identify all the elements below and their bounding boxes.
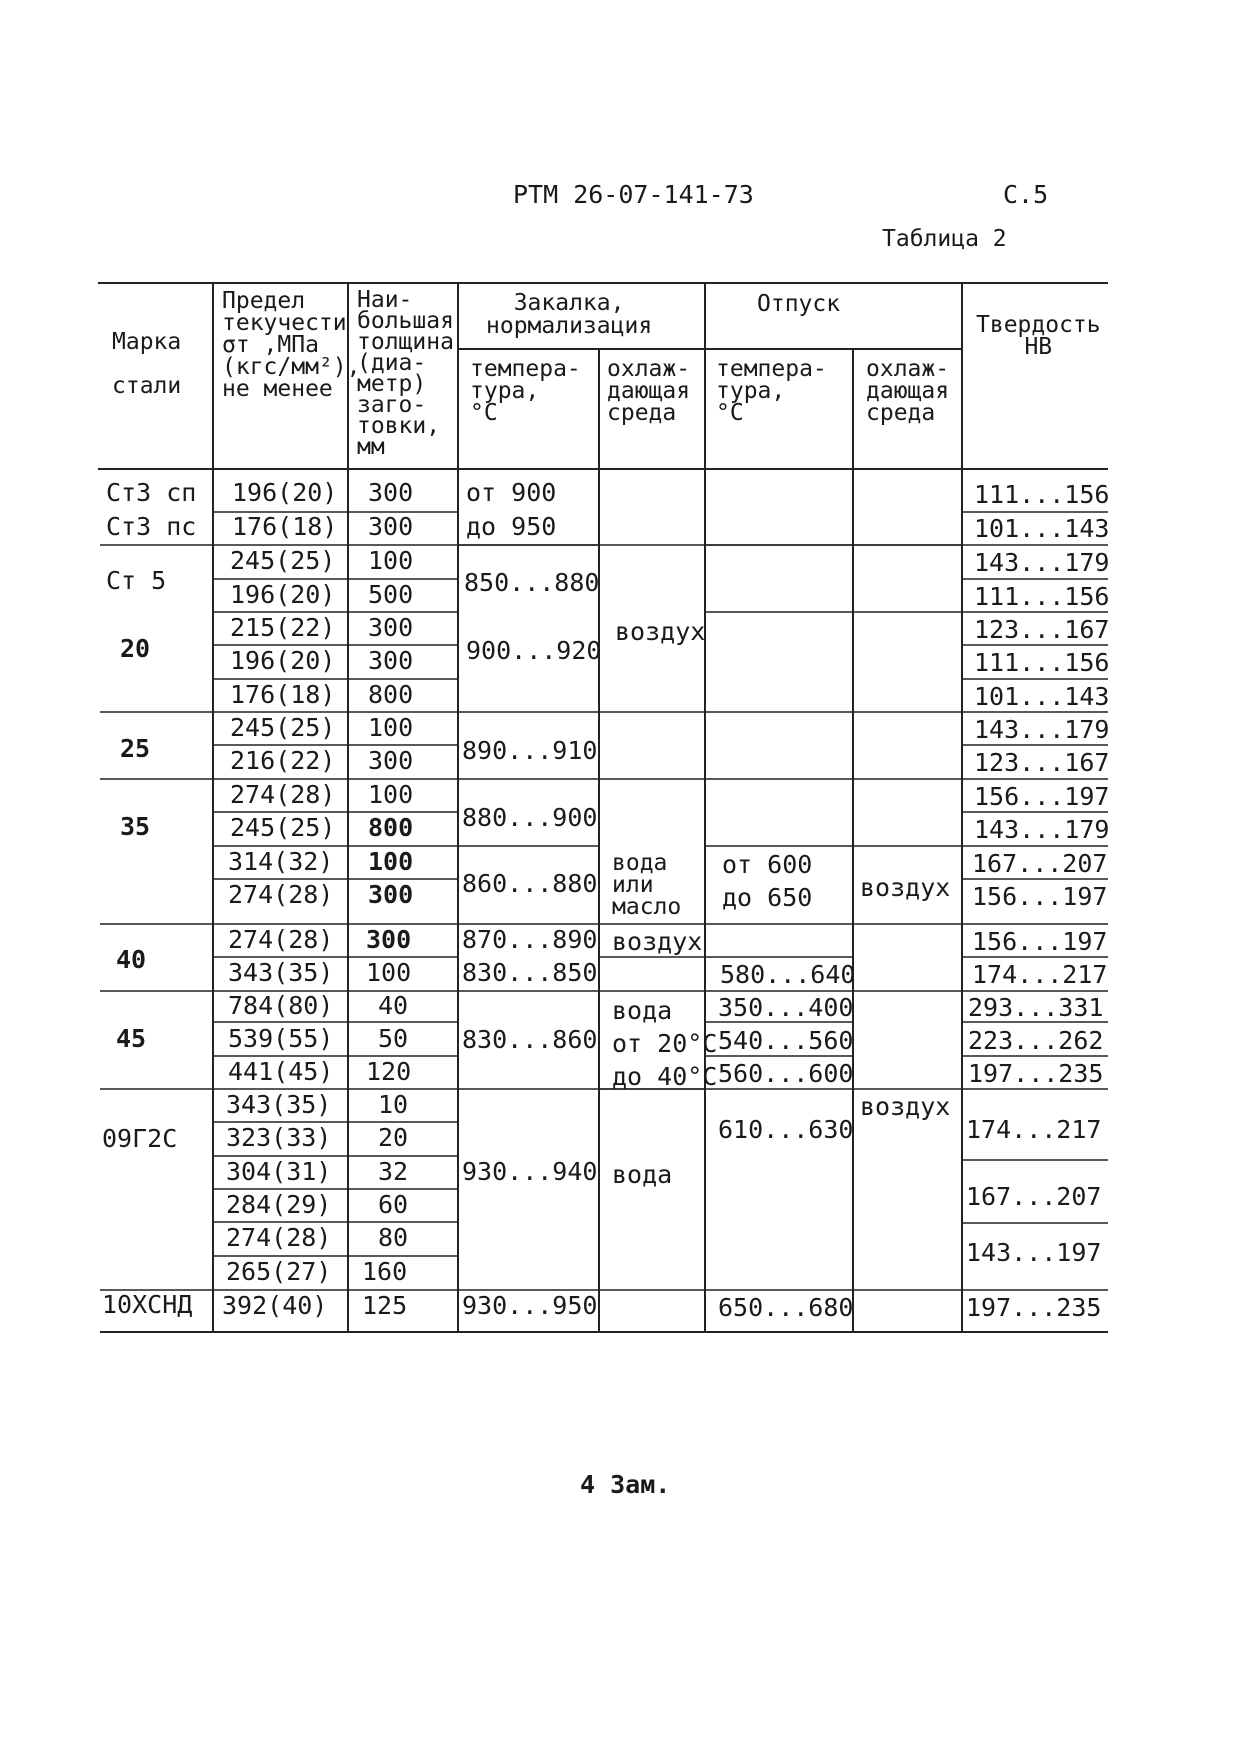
mark-09g2s: 09Г2С	[102, 1124, 178, 1153]
hardness-value: 197...235	[966, 1293, 1102, 1322]
quench-temp: 900...920	[466, 636, 602, 665]
yield-value: 245(25)	[230, 813, 336, 842]
mark-35: 35	[120, 812, 151, 841]
quench-medium: воздух	[612, 927, 703, 956]
yield-value: 343(35)	[226, 1090, 332, 1119]
hardness-value: 143...179	[974, 715, 1110, 744]
hardness-value: 143...179	[974, 815, 1110, 844]
yield-value: 274(28)	[226, 1223, 332, 1252]
header-temper-medium: охлаж- дающая среда	[866, 356, 950, 426]
mark-25: 25	[120, 734, 151, 763]
hardness-value: 123...167	[974, 748, 1110, 777]
page-number: С.5	[1003, 180, 1049, 209]
thickness-value: 300	[366, 925, 412, 954]
thickness-value: 40	[378, 991, 409, 1020]
yield-value: 784(80)	[228, 991, 334, 1020]
yield-value: 245(25)	[230, 713, 336, 742]
temper-medium: воздух	[860, 1092, 951, 1121]
header-temper-temp: темпера- тура, °С	[716, 356, 827, 426]
thickness-value: 125	[362, 1291, 408, 1320]
footer-revision: 4 Зам.	[580, 1470, 671, 1499]
mark-st5: Ст 5	[106, 566, 167, 595]
header-quench-medium: охлаж- дающая среда	[607, 356, 691, 426]
yield-value: 274(28)	[228, 880, 334, 909]
yield-value: 196(20)	[230, 646, 336, 675]
quench-medium: вода от 20°С до 40°С	[612, 996, 718, 1091]
quench-medium: вода	[612, 1160, 673, 1189]
quench-temp: 860...880	[462, 869, 598, 898]
temper-temp: 580...640	[720, 960, 856, 989]
hardness-value: 223...262	[968, 1026, 1104, 1055]
thickness-value: 50	[378, 1024, 409, 1053]
thickness-value: 500	[368, 580, 414, 609]
thickness-value: 160	[362, 1257, 408, 1286]
temper-temp: до 650	[722, 883, 813, 912]
yield-value: 304(31)	[226, 1157, 332, 1186]
yield-value: 196(20)	[230, 580, 336, 609]
thickness-value: 100	[368, 847, 414, 876]
header-temper: Отпуск	[757, 291, 841, 317]
hardness-merged: 143...197	[966, 1238, 1102, 1267]
quench-temp: от 900	[466, 478, 557, 507]
table-label: Таблица 2	[882, 226, 1007, 252]
thickness-value: 10	[378, 1090, 409, 1119]
yield-value: 441(45)	[228, 1057, 334, 1086]
quench-temp: 830...850	[462, 958, 598, 987]
hardness-value: 111...156	[974, 480, 1110, 509]
mark-10hsnd: 10ХСНД	[102, 1290, 193, 1319]
thickness-value: 100	[368, 713, 414, 742]
mark-st3ps: Ст3 пс	[106, 512, 197, 541]
thickness-value: 20	[378, 1123, 409, 1152]
yield-value: 215(22)	[230, 613, 336, 642]
yield-value: 176(18)	[232, 512, 338, 541]
quench-temp: 870...890	[462, 925, 598, 954]
quench-medium: воздух	[615, 617, 706, 646]
thickness-value: 32	[378, 1157, 409, 1186]
temper-medium: воздух	[860, 873, 951, 902]
thickness-value: 300	[368, 512, 414, 541]
yield-value: 539(55)	[228, 1024, 334, 1053]
thickness-value: 100	[368, 546, 414, 575]
yield-value: 323(33)	[226, 1123, 332, 1152]
yield-value: 392(40)	[222, 1291, 328, 1320]
quench-temp: 880...900	[462, 803, 598, 832]
temper-temp: 610...630	[718, 1115, 854, 1144]
header-quench-temp: темпера- тура, °С	[470, 356, 581, 426]
thickness-value: 100	[366, 958, 412, 987]
thickness-value: 300	[368, 746, 414, 775]
hardness-value: 167...207	[972, 849, 1108, 878]
yield-value: 196(20)	[232, 478, 338, 507]
thickness-value: 300	[368, 880, 414, 909]
yield-value: 274(28)	[230, 780, 336, 809]
hardness-value: 101...143	[974, 682, 1110, 711]
quench-medium: вода или масло	[612, 850, 682, 920]
hardness-value: 123...167	[974, 615, 1110, 644]
yield-value: 216(22)	[230, 746, 336, 775]
thickness-value: 100	[368, 780, 414, 809]
thickness-value: 300	[368, 646, 414, 675]
thickness-value: 80	[378, 1223, 409, 1252]
temper-temp: 560...600	[718, 1059, 854, 1088]
yield-value: 245(25)	[230, 546, 336, 575]
temper-temp: от 600	[722, 850, 813, 879]
thickness-value: 60	[378, 1190, 409, 1219]
yield-value: 274(28)	[228, 925, 334, 954]
quench-temp: до 950	[466, 512, 557, 541]
yield-value: 176(18)	[230, 680, 336, 709]
document-code: РТМ 26-07-141-73	[513, 180, 754, 209]
temper-temp: 350...400	[718, 993, 854, 1022]
quench-temp: 890...910	[462, 736, 598, 765]
thickness-value: 300	[368, 613, 414, 642]
thickness-value: 800	[368, 813, 414, 842]
header-thickness: Наи- большая толщина (диа- метр) заго- товки, мм	[357, 287, 454, 460]
thickness-value: 800	[368, 680, 414, 709]
quench-temp: 830...860	[462, 1025, 598, 1054]
thickness-value: 300	[368, 478, 414, 507]
hardness-merged: 174...217	[966, 1115, 1102, 1144]
quench-temp: 850...880	[464, 568, 600, 597]
yield-value: 265(27)	[226, 1257, 332, 1286]
hardness-value: 143...179	[974, 548, 1110, 577]
yield-value: 343(35)	[228, 958, 334, 987]
thickness-value: 120	[366, 1057, 412, 1086]
mark-st3sp: Ст3 сп	[106, 478, 197, 507]
hardness-value: 156...197	[972, 927, 1108, 956]
quench-temp: 930...950	[462, 1291, 598, 1320]
hardness-value: 156...197	[972, 882, 1108, 911]
yield-value: 284(29)	[226, 1190, 332, 1219]
temper-temp: 650...680	[718, 1293, 854, 1322]
hardness-value: 293...331	[968, 993, 1104, 1022]
mark-20: 20	[120, 634, 151, 663]
header-yield: Предел текучести σт ,МПа (кгс/мм²), не менее	[222, 288, 361, 402]
header-mark: Марка стали	[112, 329, 182, 399]
header-quench: Закалка, нормализация	[486, 290, 653, 339]
hardness-value: 111...156	[974, 648, 1110, 677]
mark-40: 40	[116, 945, 147, 974]
mark-45: 45	[116, 1024, 147, 1053]
hardness-merged: 167...207	[966, 1182, 1102, 1211]
quench-temp: 930...940	[462, 1157, 598, 1186]
hardness-value: 101...143	[974, 514, 1110, 543]
hardness-value: 197...235	[968, 1059, 1104, 1088]
hardness-value: 174...217	[972, 960, 1108, 989]
temper-temp: 540...560	[718, 1026, 854, 1055]
yield-value: 314(32)	[228, 847, 334, 876]
hardness-value: 111...156	[974, 582, 1110, 611]
header-hardness: Твердость HB	[976, 312, 1101, 360]
hardness-value: 156...197	[974, 782, 1110, 811]
